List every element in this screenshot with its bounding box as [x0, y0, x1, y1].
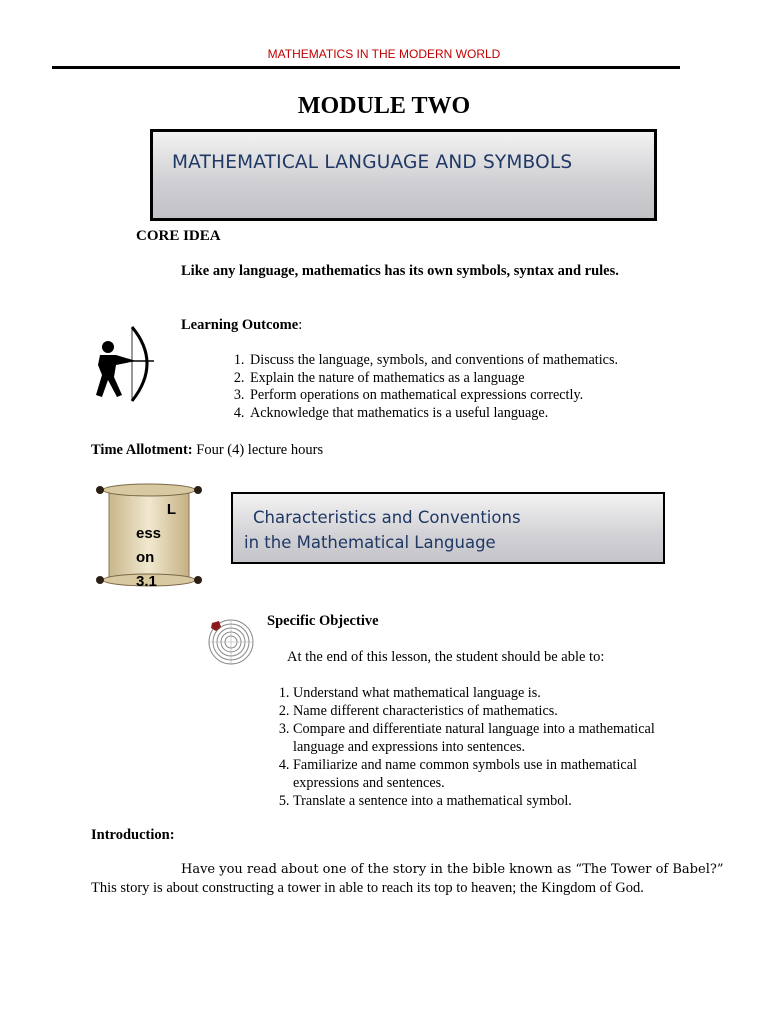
module-title: MODULE TWO — [297, 93, 471, 119]
specific-objective-list — [255, 684, 673, 810]
specific-objective-intro: At the end of this lesson, the student should be able to: — [287, 649, 605, 665]
list-item: 2. Name different characteristics of mathematics. — [293, 702, 673, 720]
learning-outcome-label: Learning Outcome — [181, 317, 299, 333]
lesson-label-line: L — [166, 501, 176, 518]
learning-outcome-heading — [181, 317, 302, 334]
lesson-title-line-1: Characteristics and Conventions — [253, 508, 521, 527]
learning-outcome-colon: : — [298, 317, 303, 333]
module-box-title: MATHEMATICAL LANGUAGE AND SYMBOLS — [172, 152, 573, 173]
running-header: MATHEMATICS IN THE MODERN WORLD — [267, 47, 501, 61]
learning-outcome-list — [210, 352, 618, 422]
list-item: 2. Explain the nature of mathematics as a language — [248, 370, 618, 388]
specific-objective-heading: Specific Objective — [267, 613, 379, 629]
lesson-title-line-2: in the Mathematical Language — [244, 533, 496, 552]
introduction-paragraph-line-1: Have you read about one of the story in the bible known as “The Tower of Babel?” — [181, 862, 724, 877]
list-item: 1. Understand what mathematical language is. — [293, 684, 673, 702]
lesson-label-line: 3.1 — [136, 573, 157, 590]
archer-icon — [92, 325, 160, 405]
introduction-heading: Introduction: — [91, 827, 175, 843]
lesson-number-label — [136, 498, 186, 594]
list-item: 1. Discuss the language, symbols, and conventions of mathematics. — [248, 352, 618, 370]
lesson-label-line: ess — [136, 525, 162, 542]
core-idea-heading: CORE IDEA — [136, 228, 221, 244]
list-item: 4. Familiarize and name common symbols use in mathematical expressions and sentences. — [293, 756, 673, 792]
list-item: 3. Compare and differentiate natural language into a mathematical language and expressions into sentences. — [293, 720, 673, 756]
header-rule — [52, 66, 680, 69]
target-icon — [206, 617, 256, 667]
introduction-paragraph-line-2: This story is about constructing a tower in able to reach its top to heaven; the Kingdom of God. — [91, 880, 644, 896]
time-allotment-label: Time Allotment: — [91, 442, 193, 458]
list-item: 3. Perform operations on mathematical expressions correctly. — [248, 387, 618, 405]
lesson-label-line: on — [136, 549, 155, 566]
core-idea-text: Like any language, mathematics has its own symbols, syntax and rules. — [181, 263, 619, 279]
list-item: 5. Translate a sentence into a mathematical symbol. — [293, 792, 673, 810]
list-item: 4. Acknowledge that mathematics is a useful language. — [248, 405, 618, 423]
time-allotment — [91, 442, 323, 459]
module-title-box — [150, 129, 657, 221]
time-allotment-value: Four (4) lecture hours — [192, 442, 324, 458]
lesson-title-box — [231, 492, 665, 564]
